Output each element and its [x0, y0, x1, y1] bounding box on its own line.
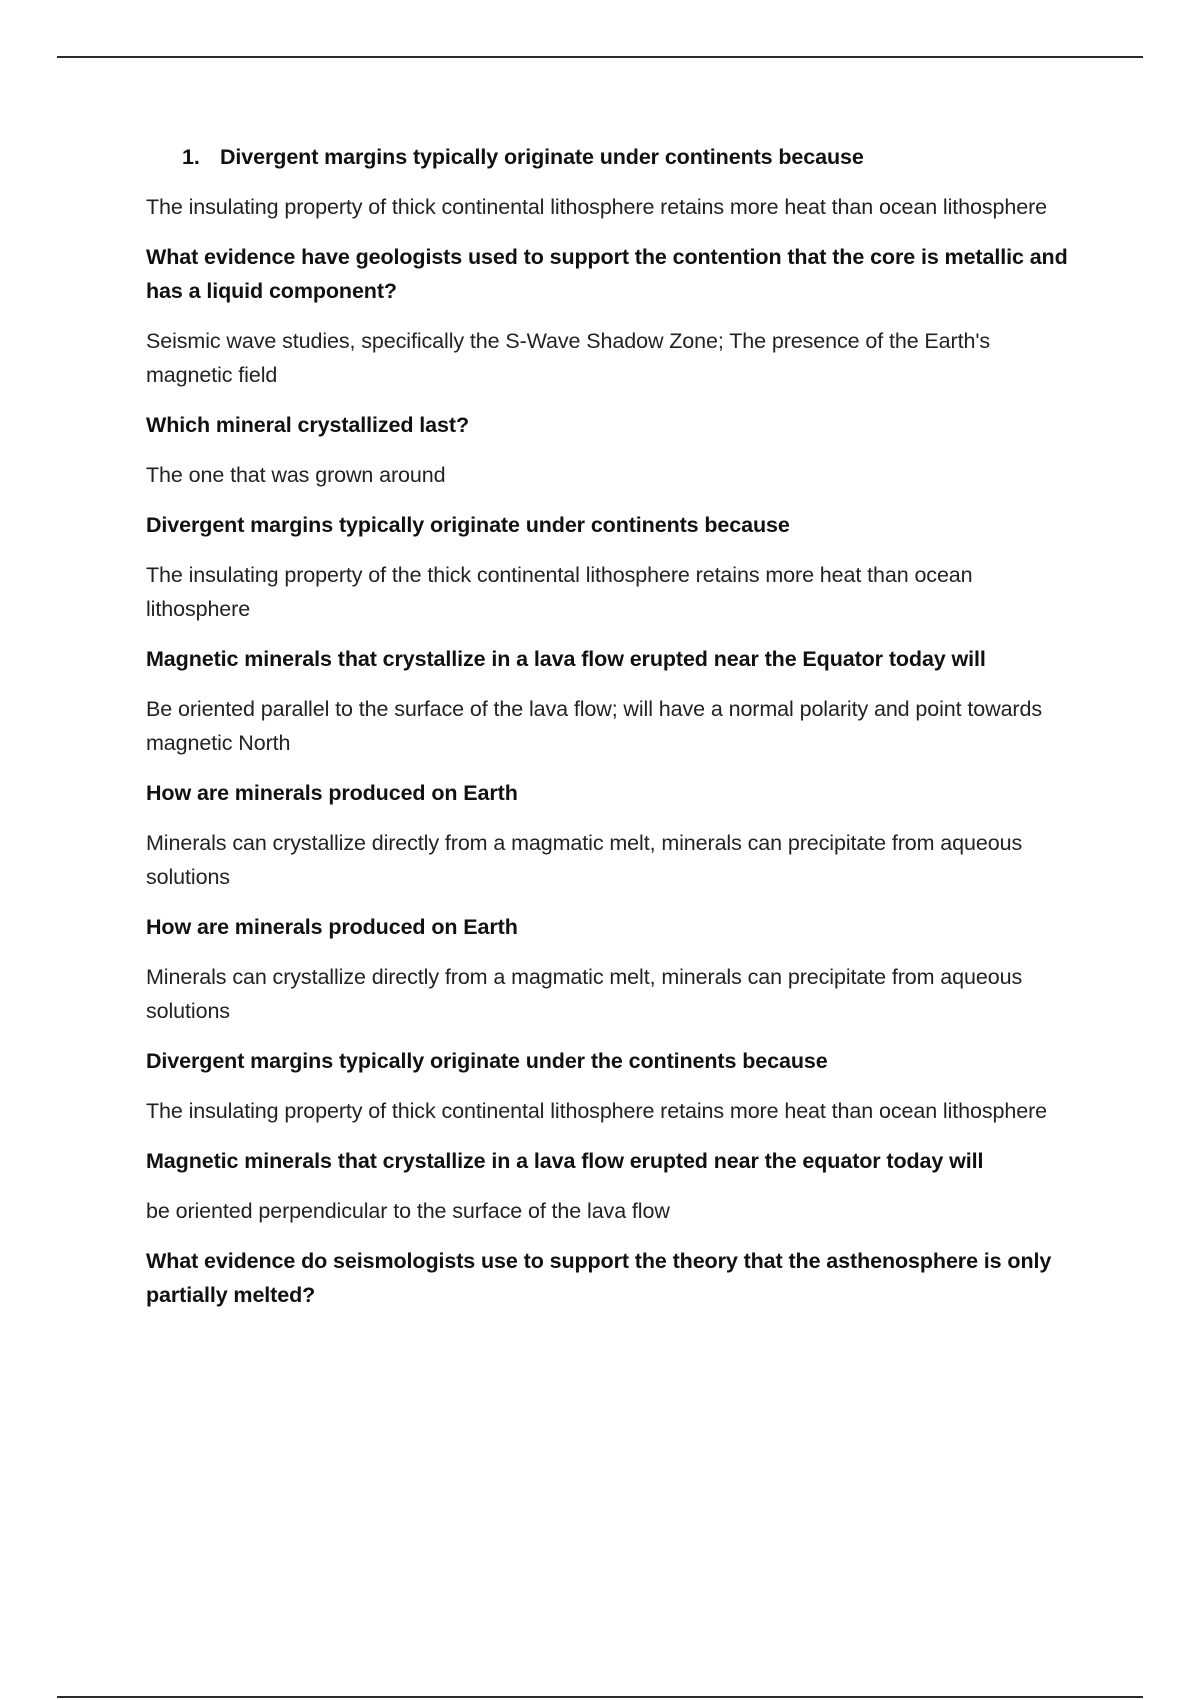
- footer-rule: [57, 1696, 1143, 1698]
- answer-8: The insulating property of thick continental lithosphere retains more heat than ocean lithosphere: [146, 1099, 1048, 1123]
- question-5: Magnetic minerals that crystallize in a lava flow erupted near the Equator today will: [146, 647, 986, 671]
- question-2: What evidence have geologists used to support the contention that the core is metallic and has a liquid component?: [146, 245, 1068, 303]
- answer-1: The insulating property of thick continental lithosphere retains more heat than ocean lithosphere: [146, 195, 1048, 219]
- document-body: [146, 140, 1076, 1328]
- question-7: How are minerals produced on Earth: [146, 915, 518, 939]
- answer-6: Minerals can crystallize directly from a magmatic melt, minerals can precipitate from aqueous solutions: [146, 831, 1023, 889]
- question-1: [146, 140, 1076, 174]
- header-rule: [57, 56, 1143, 58]
- question-6: How are minerals produced on Earth: [146, 781, 518, 805]
- question-9: Magnetic minerals that crystallize in a lava flow erupted near the equator today will: [146, 1149, 984, 1173]
- answer-5: Be oriented parallel to the surface of the lava flow; will have a normal polarity and point towards magnetic North: [146, 697, 1042, 755]
- question-text: Divergent margins typically originate under continents because: [220, 145, 864, 169]
- answer-2: Seismic wave studies, specifically the S-Wave Shadow Zone; The presence of the Earth's magnetic field: [146, 329, 990, 387]
- answer-3: The one that was grown around: [146, 463, 446, 487]
- question-10: What evidence do seismologists use to support the theory that the asthenosphere is only partially melted?: [146, 1249, 1052, 1307]
- question-8: Divergent margins typically originate under the continents because: [146, 1049, 828, 1073]
- answer-4: The insulating property of the thick continental lithosphere retains more heat than ocean lithosphere: [146, 563, 973, 621]
- list-number: 1.: [182, 145, 200, 169]
- answer-9: be oriented perpendicular to the surface of the lava flow: [146, 1199, 670, 1223]
- question-4: Divergent margins typically originate under continents because: [146, 513, 790, 537]
- answer-7: Minerals can crystallize directly from a magmatic melt, minerals can precipitate from aqueous solutions: [146, 965, 1023, 1023]
- question-3: Which mineral crystallized last?: [146, 413, 469, 437]
